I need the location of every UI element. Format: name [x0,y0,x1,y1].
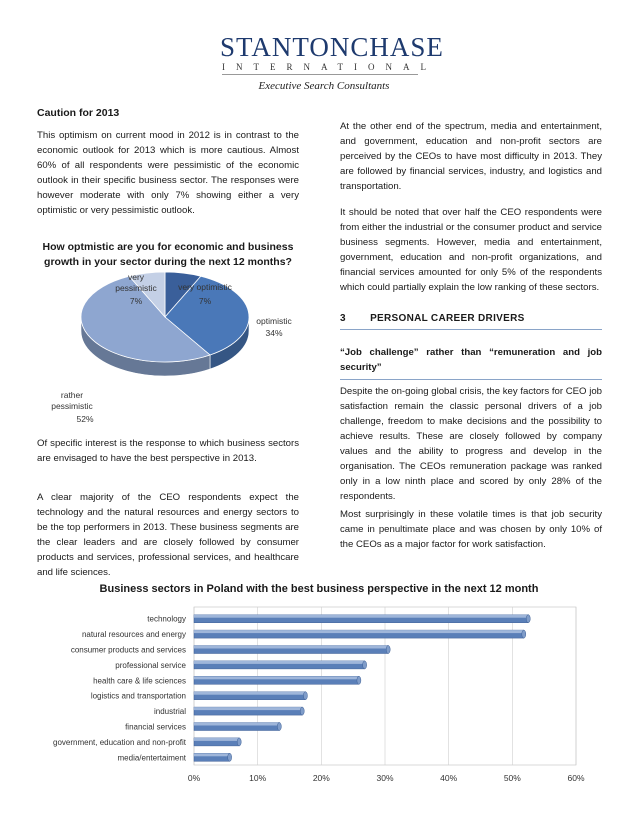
bar-highlight-professional-service [194,661,365,664]
bar-highlight-media-entertaiment [194,753,230,756]
logo-divider [222,74,418,75]
bar-cap-financial-services [277,723,281,731]
brand-logo: STANTONCHASE [220,32,444,62]
bar-cap-industrial [300,707,304,715]
paragraph-caution: This optimism on current mood in 2012 is in contrast to the economic outlook for 2013 which is more cautious. Almost 60% of all respondents were pessimistic of the economic outlook in their specific business sector. The responses were however moderate with only 7% showing either a very optimistic or very pessimistic outlook. [37,130,299,216]
bar-highlight-health-care-life-sciences [194,676,359,679]
bar-highlight-government-education-and-non-profit [194,738,239,741]
bar-cap-government-education-and-non-profit [237,738,241,746]
bar-cap-professional-service [363,661,367,669]
paragraph-spectrum: At the other end of the spectrum, media and entertainment, and government, education and non-profit sectors are perceived by the CEOs to have most difficulty in 2013. They are followed by financial services, industry, and logistics and transportation. [340,121,602,192]
bar-category-natural-resources-and-energy: natural resources and energy [81,630,186,640]
section-divider [340,329,602,330]
brand-tagline: Executive Search Consultants [258,80,390,92]
bar-cap-logistics-and-transportation [303,692,307,700]
bar-chart-title: Business sectors in Poland with the best business perspective in the next 12 month [99,583,539,595]
bar-tick-label: 60% [567,773,585,783]
bar-tick-label: 30% [376,773,394,783]
bar-category-logistics-and-transportation: logistics and transportation [90,691,186,701]
bar-tick-label: 10% [249,773,267,783]
bar-cap-natural-resources-and-energy [522,630,526,638]
bar-tick-label: 20% [312,773,330,783]
paragraph-sectors-intro: Of specific interest is the response to which business sectors are envisaged to have the best perspective in 2013. [37,438,299,464]
pie-chart-title: How optmistic are you for economic and business growth in your sector during the next 12 months? [42,241,294,268]
bar-highlight-technology [194,615,528,618]
bar-cap-technology [526,615,530,623]
brand-sub: INTERNATIONAL [222,62,437,72]
paragraph-sectors-leaders: A clear majority of the CEO respondents expect the technology and the natural resources and energy sectors to be the top performers in 2013. These business segments are the clear leaders and are closely followed by consumer products and services, professional services, and healthcare and life sciences. [37,492,299,578]
bar-category-health-care-life-sciences: health care & life sciences [93,676,186,686]
quote-divider [340,379,602,380]
bar-cap-consumer-products-and-services [386,646,390,654]
pie-value-rather-pessimistic: 52% [76,414,94,424]
bar-category-media-entertaiment: media/entertaiment [117,753,186,763]
bar-highlight-industrial [194,707,302,710]
section-number: 3 [340,313,346,324]
bar-chart [30,603,610,785]
pie-value-optimistic: 34% [265,328,283,338]
paragraph-job-security: Most surprisingly in these volatile times is that job security came in penultimate place and was chosen by only 10% of the CEOs as a major factor for work satisfaction. [340,509,602,550]
pie-value-very-optimistic: 7% [198,296,212,306]
bar-tick-label: 40% [440,773,458,783]
section-heading-caution: Caution for 2013 [37,107,120,119]
bar-cap-media-entertaiment [228,753,232,761]
bar-tick-label: 0% [187,773,201,783]
pie-value-very-pessimistic: 7% [129,296,143,306]
bar-cap-health-care-life-sciences [357,676,361,684]
bar-category-government-education-and-non-profit: government, education and non-profit [53,737,186,747]
bar-category-professional-service: professional service [115,660,186,670]
paragraph-respondents: It should be noted that over half the CEO respondents were from either the industrial or the consumer product and service business segments. However, media and entertainment, government, education and non-profit organizations, and financial services amounted for only 5% of the respondents which could partially explain the low ranking of these sectors. [340,207,602,293]
pie-label-optimistic: optimistic [256,316,292,326]
bar-highlight-consumer-products-and-services [194,646,388,649]
section-heading-career [340,313,602,324]
bar-tick-label: 50% [503,773,521,783]
bar-category-consumer-products-and-services: consumer products and services [70,645,186,655]
pie-label-very-optimistic: very optimistic [178,282,232,292]
paragraph-drivers: Despite the on-going global crisis, the key factors for CEO job satisfaction remain the classic personal drivers of a job challenge, freedom to make decisions and the possibility to achieve results. These are closely followed by company values and the ability to progress and develop in the organisation. The CEOs remuneration package was ranked only in a low ninth place and scored by only 28% of the respondents. [340,386,602,502]
bar-category-financial-services: financial services [125,722,186,732]
bar-highlight-logistics-and-transportation [194,692,305,695]
bar-category-industrial: industrial [153,707,186,717]
section-title: PERSONAL CAREER DRIVERS [370,313,525,324]
bar-highlight-natural-resources-and-energy [194,630,524,633]
pie-label-rather-pessimistic: rather pessimistic [51,390,93,411]
pie-label-very-pessimistic: very pessimistic [115,272,157,293]
quote-heading: “Job challenge” rather than “remuneration and job security” [340,347,602,373]
pie-chart [37,272,307,432]
bar-category-technology: technology [147,614,186,624]
bar-highlight-financial-services [194,723,279,726]
